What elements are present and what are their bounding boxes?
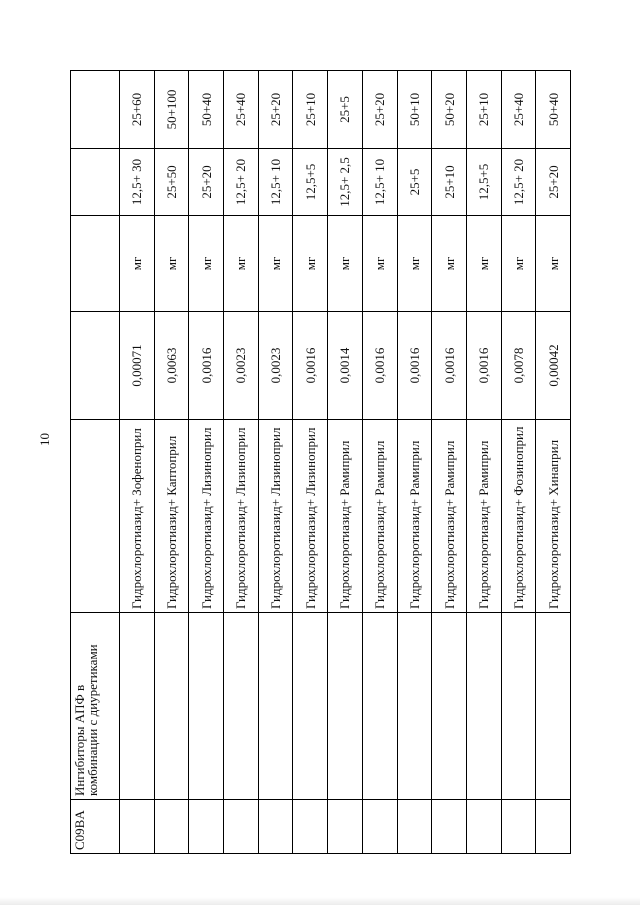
empty-header-cell — [71, 149, 120, 216]
blank-code-cell — [328, 800, 363, 854]
dose-cell: 25+10 — [293, 71, 328, 149]
blank-category-cell — [466, 613, 501, 800]
ddd-value-cell: 0,0023 — [224, 312, 259, 420]
blank-category-cell — [120, 613, 155, 800]
table-row — [397, 71, 432, 854]
unit-cell: мг — [154, 216, 189, 312]
ddd-value-cell: 0,0016 — [293, 312, 328, 420]
unit-cell: мг — [466, 216, 501, 312]
drug-name-cell: Гидрохлоротиазид+ Рамиприл — [362, 420, 397, 613]
drug-name-cell: Гидрохлоротиазид+ Лизиноприл — [189, 420, 224, 613]
unit-cell: мг — [328, 216, 363, 312]
blank-category-cell — [293, 613, 328, 800]
table-row — [258, 71, 293, 854]
table-row — [189, 71, 224, 854]
drug-name-cell: Гидрохлоротиазид+ Рамиприл — [432, 420, 467, 613]
unit-cell: мг — [536, 216, 571, 312]
table-row — [432, 71, 467, 854]
drug-name-cell: Гидрохлоротиазид+ Лизиноприл — [258, 420, 293, 613]
table-row — [224, 71, 259, 854]
combination-cell: 12,5+5 — [466, 149, 501, 216]
blank-category-cell — [224, 613, 259, 800]
category-cell: Ингибиторы АПФ в комбинации с диуретиками — [71, 613, 120, 800]
table-row — [501, 71, 536, 854]
ddd-value-cell: 0,0016 — [189, 312, 224, 420]
table-row — [154, 71, 189, 854]
blank-code-cell — [466, 800, 501, 854]
ddd-value-cell: 0,0063 — [154, 312, 189, 420]
blank-code-cell — [189, 800, 224, 854]
table-row — [328, 71, 363, 854]
blank-code-cell — [501, 800, 536, 854]
combination-cell: 25+20 — [536, 149, 571, 216]
blank-category-cell — [501, 613, 536, 800]
dose-cell: 50+10 — [397, 71, 432, 149]
blank-code-cell — [432, 800, 467, 854]
drug-name-cell: Гидрохлоротиазид+ Каптоприл — [154, 420, 189, 613]
blank-category-cell — [432, 613, 467, 800]
dose-cell: 25+20 — [362, 71, 397, 149]
ddd-value-cell: 0,0078 — [501, 312, 536, 420]
dose-cell: 25+20 — [258, 71, 293, 149]
combination-cell: 12,5+ 30 — [120, 149, 155, 216]
unit-cell: мг — [258, 216, 293, 312]
blank-category-cell — [397, 613, 432, 800]
blank-code-cell — [224, 800, 259, 854]
ddd-value-cell: 0,0023 — [258, 312, 293, 420]
unit-cell: мг — [501, 216, 536, 312]
dose-cell: 25+40 — [224, 71, 259, 149]
drug-name-cell: Гидрохлоротиазид+ Лизиноприл — [224, 420, 259, 613]
combination-cell: 12,5+5 — [293, 149, 328, 216]
drug-name-cell: Гидрохлоротиазид+ Лизиноприл — [293, 420, 328, 613]
blank-category-cell — [536, 613, 571, 800]
blank-code-cell — [258, 800, 293, 854]
drug-table — [70, 70, 571, 854]
unit-cell: мг — [120, 216, 155, 312]
unit-cell: мг — [397, 216, 432, 312]
empty-header-cell — [71, 312, 120, 420]
dose-cell: 50+40 — [189, 71, 224, 149]
combination-cell: 12,5+ 2,5 — [328, 149, 363, 216]
table-row — [536, 71, 571, 854]
blank-category-cell — [154, 613, 189, 800]
unit-cell: мг — [432, 216, 467, 312]
ddd-value-cell: 0,0014 — [328, 312, 363, 420]
drug-name-cell: Гидрохлоротиазид+ Фозиноприл — [501, 420, 536, 613]
ddd-value-cell: 0,0016 — [397, 312, 432, 420]
empty-header-cell — [71, 71, 120, 149]
blank-code-cell — [120, 800, 155, 854]
combination-cell: 12,5+ 10 — [258, 149, 293, 216]
dose-cell: 25+60 — [120, 71, 155, 149]
drug-name-cell: Гидрохлоротиазид+ Рамиприл — [466, 420, 501, 613]
blank-category-cell — [362, 613, 397, 800]
dose-cell: 25+10 — [466, 71, 501, 149]
drug-name-cell: Гидрохлоротиазид+ Хинаприл — [536, 420, 571, 613]
dose-cell: 50+40 — [536, 71, 571, 149]
ddd-value-cell: 0,0016 — [466, 312, 501, 420]
dose-cell: 25+5 — [328, 71, 363, 149]
rotated-table-container — [70, 71, 571, 854]
page-number-text: 10 — [37, 433, 52, 446]
dose-cell: 50+100 — [154, 71, 189, 149]
table-row — [466, 71, 501, 854]
table-row — [362, 71, 397, 854]
combination-cell: 12,5+ 20 — [501, 149, 536, 216]
ddd-value-cell: 0,0016 — [362, 312, 397, 420]
table-row — [120, 71, 155, 854]
scan-bottom-edge — [0, 897, 640, 905]
ddd-value-cell: 0,00042 — [536, 312, 571, 420]
empty-header-cell — [71, 420, 120, 613]
blank-code-cell — [293, 800, 328, 854]
combination-cell: 12,5+ 10 — [362, 149, 397, 216]
combination-cell: 25+10 — [432, 149, 467, 216]
drug-name-cell: Гидрохлоротиазид+ Рамиприл — [397, 420, 432, 613]
combination-cell: 25+20 — [189, 149, 224, 216]
atc-code-cell: C09BA — [71, 800, 120, 854]
blank-code-cell — [154, 800, 189, 854]
dose-cell: 25+40 — [501, 71, 536, 149]
unit-cell: мг — [224, 216, 259, 312]
dose-cell: 50+20 — [432, 71, 467, 149]
blank-category-cell — [258, 613, 293, 800]
unit-cell: мг — [293, 216, 328, 312]
combination-cell: 12,5+ 20 — [224, 149, 259, 216]
ddd-value-cell: 0,0016 — [432, 312, 467, 420]
drug-name-cell: Гидрохлоротиазид+ Зофеноприл — [120, 420, 155, 613]
combination-cell: 25+5 — [397, 149, 432, 216]
unit-cell: мг — [362, 216, 397, 312]
table-header-row — [71, 71, 120, 854]
unit-cell: мг — [189, 216, 224, 312]
empty-header-cell — [71, 216, 120, 312]
table-row — [293, 71, 328, 854]
blank-code-cell — [536, 800, 571, 854]
drug-name-cell: Гидрохлоротиазид+ Рамиприл — [328, 420, 363, 613]
ddd-value-cell: 0,00071 — [120, 312, 155, 420]
blank-category-cell — [328, 613, 363, 800]
combination-cell: 25+50 — [154, 149, 189, 216]
document-table-area — [70, 71, 571, 854]
blank-code-cell — [362, 800, 397, 854]
blank-category-cell — [189, 613, 224, 800]
blank-code-cell — [397, 800, 432, 854]
